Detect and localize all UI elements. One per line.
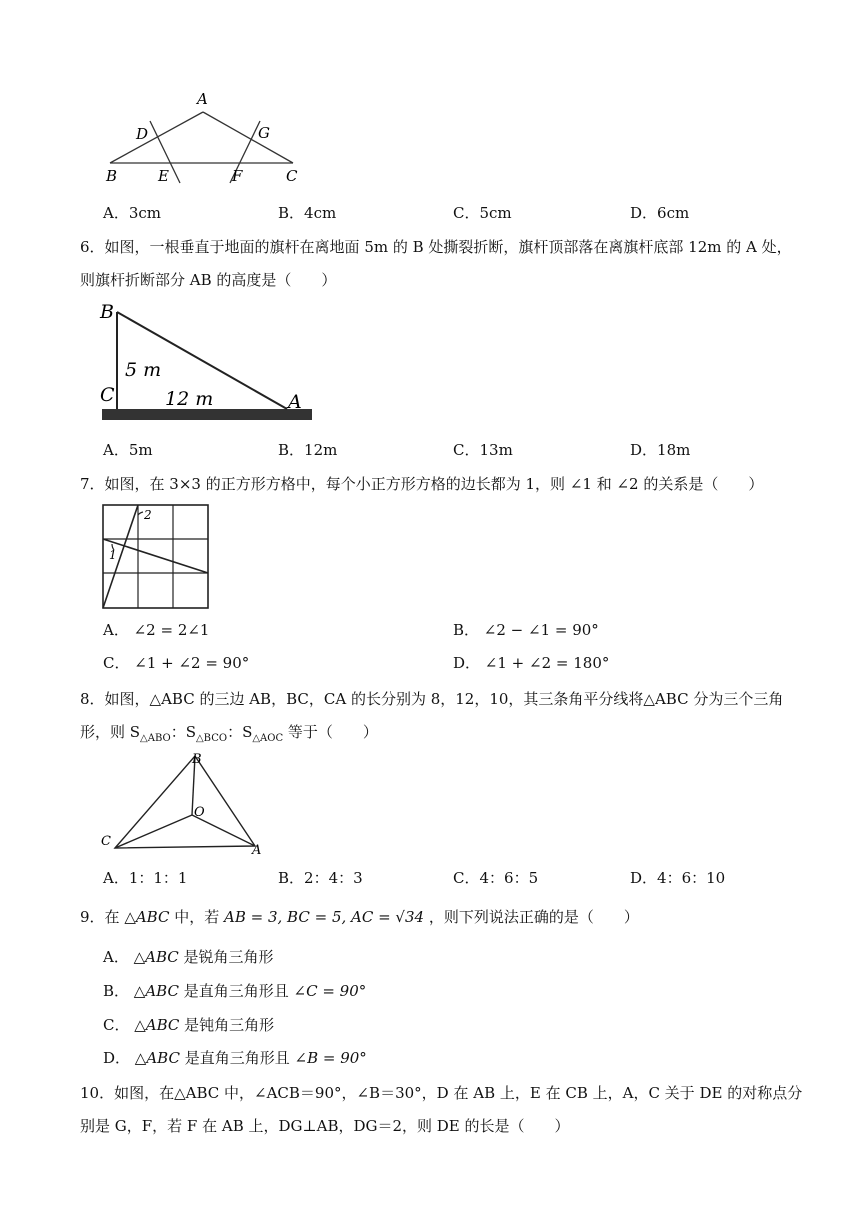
label-e: E bbox=[158, 167, 169, 185]
q9-option-a[interactable]: A． △ABC 是锐角三角形 bbox=[103, 948, 274, 966]
q6-option-b[interactable]: B．12m bbox=[278, 441, 338, 459]
q6-option-a[interactable]: A．5m bbox=[103, 441, 153, 459]
label-g: G bbox=[258, 124, 270, 142]
label-b: B bbox=[192, 752, 202, 767]
q7-option-a[interactable]: A． ∠2 = 2∠1 bbox=[103, 621, 210, 639]
q8-stem-line1: 8．如图，△ABC 的三边 AB，BC，CA 的长分别为 8，12，10，其三条角平分线将△ABC 分为三个三角 bbox=[80, 690, 784, 708]
q5-option-a[interactable]: A．3cm bbox=[103, 204, 162, 222]
q6-option-d[interactable]: D．18m bbox=[630, 441, 691, 459]
q7-option-d[interactable]: D． ∠1 + ∠2 = 180° bbox=[453, 654, 610, 672]
figure-q8 bbox=[98, 748, 270, 860]
q7-option-c[interactable]: C． ∠1 + ∠2 = 90° bbox=[103, 654, 250, 672]
label-b: B bbox=[106, 167, 118, 185]
q9-conditions: AB = 3, BC = 5, AC = √34 bbox=[224, 908, 425, 926]
q7-stem: 7．如图，在 3×3 的正方形方格中，每个小正方形方格的边长都为 1，则 ∠1 和 ∠2 的关系是（ ） bbox=[80, 475, 764, 493]
q8-stem-line2: 形，则 $S_{\triangle ABO}$：$S_{\triangle BCO}$：$S_{\triangle AOC}$ 等于（ ） bbox=[80, 723, 378, 744]
q9-stem: 9．在 △ABC 中，若 AB = 3, BC = 5, AC = √34 ，则下列说法正确的是（ ） bbox=[80, 908, 639, 926]
q5-option-d[interactable]: D．6cm bbox=[630, 204, 690, 222]
q5-option-b[interactable]: B．4cm bbox=[278, 204, 337, 222]
label-o: O bbox=[194, 805, 205, 820]
label-a: A bbox=[252, 843, 262, 858]
figure-q5 bbox=[100, 88, 310, 188]
q8-option-b[interactable]: B．2：4：3 bbox=[278, 869, 363, 887]
q6-stem-line2: 则旗杆折断部分 AB 的高度是（ ） bbox=[80, 271, 337, 289]
q10-stem-line1: 10．如图，在△ABC 中，∠ACB＝90°，∠B＝30°，D 在 AB 上，E 在 CB 上，A，C 关于 DE 的对称点分 bbox=[80, 1084, 803, 1102]
angle-2-label: 2 bbox=[144, 508, 152, 522]
q9-option-b[interactable]: B． △ABC 是直角三角形且 ∠C = 90° bbox=[103, 982, 367, 1000]
q8-option-d[interactable]: D．4：6：10 bbox=[630, 869, 726, 887]
q7-option-b[interactable]: B． ∠2 − ∠1 = 90° bbox=[453, 621, 599, 639]
label-a: A bbox=[288, 391, 302, 413]
q5-option-c[interactable]: C．5cm bbox=[453, 204, 512, 222]
label-width: 12 m bbox=[165, 388, 214, 410]
label-height: 5 m bbox=[125, 359, 162, 381]
label-c: C bbox=[286, 167, 298, 185]
label-d: D bbox=[136, 125, 149, 143]
q6-option-c[interactable]: C．13m bbox=[453, 441, 513, 459]
label-f: F bbox=[232, 167, 243, 185]
q10-stem-line2: 别是 G，F，若 F 在 AB 上，DG⊥AB，DG＝2，则 DE 的长是（ ） bbox=[80, 1117, 570, 1135]
q8-option-c[interactable]: C．4：6：5 bbox=[453, 869, 539, 887]
angle-1-label: 1 bbox=[109, 548, 117, 562]
q6-stem-line1: 6．如图，一根垂直于地面的旗杆在离地面 5m 的 B 处撕裂折断，旗杆顶部落在离旗杆底部 12m 的 A 处， bbox=[80, 238, 792, 256]
figure-q6 bbox=[95, 298, 320, 426]
figure-q7-grid bbox=[100, 502, 212, 612]
label-c: C bbox=[100, 384, 115, 406]
q8-option-a[interactable]: A．1：1：1 bbox=[103, 869, 188, 887]
label-b: B bbox=[100, 301, 114, 323]
label-c: C bbox=[101, 834, 111, 849]
q9-option-c[interactable]: C． △ABC 是钝角三角形 bbox=[103, 1016, 275, 1034]
q9-option-d[interactable]: D． △ABC 是直角三角形且 ∠B = 90° bbox=[103, 1049, 367, 1067]
label-a: A bbox=[197, 90, 208, 108]
